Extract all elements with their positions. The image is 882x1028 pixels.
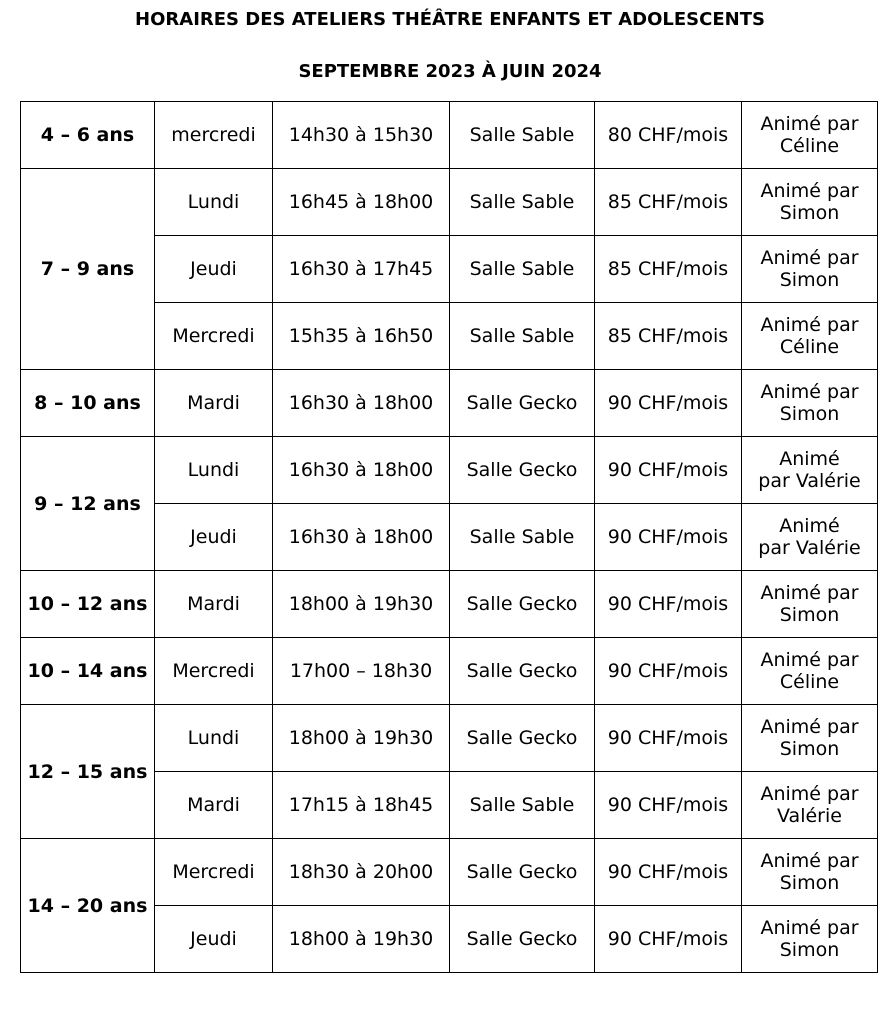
table-row (21, 638, 878, 705)
host-text-line: Simon (779, 269, 840, 291)
age-group-cell: 4 – 6 ans (21, 102, 155, 169)
price-cell: 90 CHF/mois (595, 772, 742, 839)
price-cell: 90 CHF/mois (595, 504, 742, 571)
host-text-line: Céline (779, 336, 840, 358)
age-group-cell: 10 – 12 ans (21, 571, 155, 638)
table-row (21, 705, 878, 772)
host-text-line: Céline (779, 671, 840, 693)
host-cell (742, 437, 878, 504)
table-row (21, 571, 878, 638)
room-cell: Salle Gecko (450, 638, 595, 705)
price-cell: 85 CHF/mois (595, 169, 742, 236)
price-cell: 90 CHF/mois (595, 571, 742, 638)
room-cell: Salle Sable (450, 102, 595, 169)
time-cell: 16h30 à 18h00 (273, 370, 450, 437)
host-cell (742, 370, 878, 437)
day-cell: Mercredi (155, 638, 273, 705)
time-cell: 16h30 à 18h00 (273, 504, 450, 571)
time-cell: 16h45 à 18h00 (273, 169, 450, 236)
schedule-table (20, 101, 878, 973)
host-cell (742, 236, 878, 303)
host-text-line: Simon (779, 403, 840, 425)
price-cell: 90 CHF/mois (595, 370, 742, 437)
host-text-line: Animé par (760, 783, 859, 805)
room-cell: Salle Sable (450, 169, 595, 236)
table-row (21, 370, 878, 437)
age-group-cell: 7 – 9 ans (21, 169, 155, 370)
host-cell (742, 906, 878, 973)
room-cell: Salle Sable (450, 303, 595, 370)
room-cell: Salle Gecko (450, 705, 595, 772)
age-group-cell: 14 – 20 ans (21, 839, 155, 973)
room-cell: Salle Gecko (450, 571, 595, 638)
page-subtitle: SEPTEMBRE 2023 À JUIN 2024 (298, 61, 602, 82)
price-cell: 90 CHF/mois (595, 638, 742, 705)
host-cell (742, 303, 878, 370)
host-text-line: Simon (779, 939, 840, 961)
host-text-line: Animé par (760, 314, 859, 336)
time-cell: 16h30 à 17h45 (273, 236, 450, 303)
host-text-line: Animé par (760, 850, 859, 872)
host-text-line: Simon (779, 738, 840, 760)
host-text-line: par Valérie (758, 470, 861, 492)
host-cell (742, 504, 878, 571)
day-cell: Mardi (155, 772, 273, 839)
table-row (21, 102, 878, 169)
host-text-line: Simon (779, 604, 840, 626)
time-cell: 17h00 – 18h30 (273, 638, 450, 705)
room-cell: Salle Gecko (450, 370, 595, 437)
price-cell: 85 CHF/mois (595, 303, 742, 370)
time-cell: 18h30 à 20h00 (273, 839, 450, 906)
host-text-line: Animé par (760, 649, 859, 671)
day-cell: Lundi (155, 705, 273, 772)
day-cell: Jeudi (155, 906, 273, 973)
host-text-line: Animé par (760, 582, 859, 604)
time-cell: 17h15 à 18h45 (273, 772, 450, 839)
price-cell: 90 CHF/mois (595, 705, 742, 772)
time-cell: 18h00 à 19h30 (273, 571, 450, 638)
price-cell: 90 CHF/mois (595, 906, 742, 973)
host-cell (742, 102, 878, 169)
host-text-line: Animé par (760, 113, 859, 135)
age-group-cell: 8 – 10 ans (21, 370, 155, 437)
host-cell (742, 705, 878, 772)
room-cell: Salle Sable (450, 504, 595, 571)
price-cell: 90 CHF/mois (595, 839, 742, 906)
room-cell: Salle Sable (450, 236, 595, 303)
table-row (21, 839, 878, 906)
host-cell (742, 772, 878, 839)
room-cell: Salle Gecko (450, 437, 595, 504)
host-text-line: Simon (779, 872, 840, 894)
host-text-line: Animé par (760, 180, 859, 202)
host-cell (742, 169, 878, 236)
host-cell (742, 571, 878, 638)
day-cell: Mercredi (155, 839, 273, 906)
price-cell: 90 CHF/mois (595, 437, 742, 504)
time-cell: 18h00 à 19h30 (273, 705, 450, 772)
room-cell: Salle Gecko (450, 906, 595, 973)
table-row (21, 169, 878, 236)
age-group-cell: 12 – 15 ans (21, 705, 155, 839)
host-cell (742, 638, 878, 705)
host-text-line: par Valérie (758, 537, 861, 559)
host-text-line: Céline (779, 135, 840, 157)
day-cell: Jeudi (155, 236, 273, 303)
price-cell: 85 CHF/mois (595, 236, 742, 303)
host-text-line: Animé (779, 515, 840, 537)
day-cell: Mercredi (155, 303, 273, 370)
room-cell: Salle Sable (450, 772, 595, 839)
host-text-line: Animé par (760, 917, 859, 939)
host-text-line: Simon (779, 202, 840, 224)
host-text-line: Animé (779, 448, 840, 470)
age-group-cell: 10 – 14 ans (21, 638, 155, 705)
day-cell: Mardi (155, 370, 273, 437)
time-cell: 16h30 à 18h00 (273, 437, 450, 504)
schedule-body (21, 102, 878, 973)
table-row (21, 437, 878, 504)
host-text-line: Animé par (760, 247, 859, 269)
day-cell: Jeudi (155, 504, 273, 571)
time-cell: 15h35 à 16h50 (273, 303, 450, 370)
page-title: HORAIRES DES ATELIERS THÉÂTRE ENFANTS ET ADOLESCENTS (135, 9, 765, 30)
time-cell: 14h30 à 15h30 (273, 102, 450, 169)
host-text-line: Animé par (760, 716, 859, 738)
day-cell: Mardi (155, 571, 273, 638)
host-cell (742, 839, 878, 906)
price-cell: 80 CHF/mois (595, 102, 742, 169)
room-cell: Salle Gecko (450, 839, 595, 906)
time-cell: 18h00 à 19h30 (273, 906, 450, 973)
day-cell: mercredi (155, 102, 273, 169)
day-cell: Lundi (155, 169, 273, 236)
host-text-line: Valérie (777, 805, 842, 827)
age-group-cell: 9 – 12 ans (21, 437, 155, 571)
host-text-line: Animé par (760, 381, 859, 403)
day-cell: Lundi (155, 437, 273, 504)
